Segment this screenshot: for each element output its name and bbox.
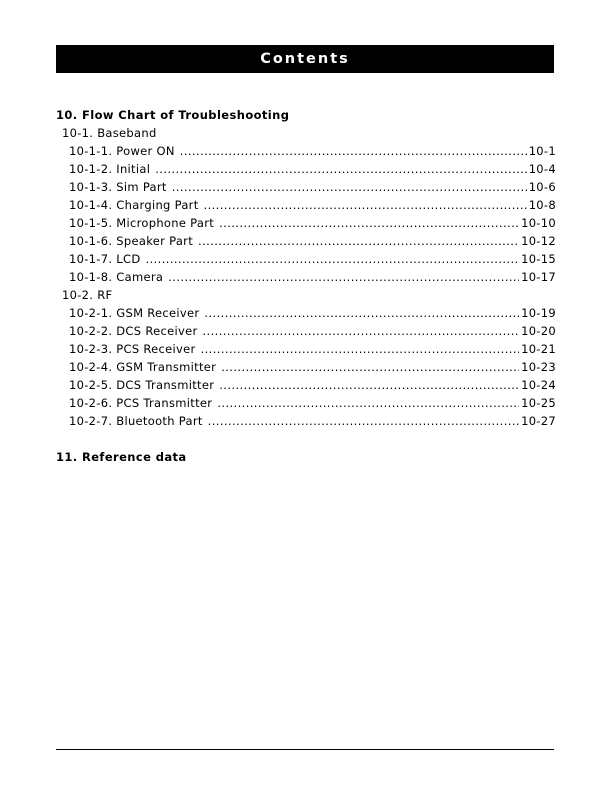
toc-entry-label: 10-1-7. LCD: [69, 252, 141, 266]
toc-entry[interactable]: [56, 160, 556, 178]
toc-section-title[interactable]: 10. Flow Chart of Troubleshooting: [56, 108, 290, 122]
footer-divider: [56, 749, 554, 750]
toc-entry-label: 10-1-6. Speaker Part: [69, 234, 194, 248]
toc-entry[interactable]: [56, 178, 556, 196]
table-of-contents: [56, 106, 556, 466]
dot-leader: [219, 214, 519, 232]
toc-entry-label: 10-2-5. DCS Transmitter: [69, 378, 215, 392]
toc-entry-label: 10-2-7. Bluetooth Part: [69, 414, 203, 428]
dot-leader: [202, 322, 519, 340]
toc-section-title[interactable]: 11. Reference data: [56, 450, 187, 464]
toc-entry-page: 10-27: [521, 414, 556, 428]
contents-header-bar: [56, 45, 554, 73]
toc-entry-page: 10-8: [528, 198, 556, 212]
toc-entry-page: 10-12: [521, 234, 556, 248]
toc-entry[interactable]: [56, 142, 556, 160]
toc-entry-label: 10-2-2. DCS Receiver: [69, 324, 198, 338]
toc-entry[interactable]: [56, 322, 556, 340]
dot-leader: [208, 412, 519, 430]
toc-entry[interactable]: [56, 340, 556, 358]
dot-leader: [172, 178, 527, 196]
toc-entry-label: 10-1-2. Initial: [69, 162, 151, 176]
dot-leader: [145, 250, 519, 268]
dot-leader: [198, 232, 519, 250]
toc-entry[interactable]: [56, 214, 556, 232]
toc-entry-page: 10-23: [521, 360, 556, 374]
toc-entry[interactable]: [56, 250, 556, 268]
toc-entry-page: 10-15: [521, 252, 556, 266]
toc-subsection-rf[interactable]: 10-2. RF: [62, 288, 113, 302]
toc-entry[interactable]: [56, 268, 556, 286]
toc-entry-page: 10-6: [528, 180, 556, 194]
toc-entry[interactable]: [56, 376, 556, 394]
dot-leader: [168, 268, 519, 286]
toc-entry-page: 10-24: [521, 378, 556, 392]
toc-entry-page: 10-10: [521, 216, 556, 230]
toc-entry-label: 10-1-8. Camera: [69, 270, 164, 284]
toc-entry[interactable]: [56, 232, 556, 250]
toc-entry-label: 10-1-1. Power ON: [69, 144, 175, 158]
toc-entry-page: 10-4: [528, 162, 556, 176]
toc-entry-page: 10-1: [528, 144, 556, 158]
toc-subsection-baseband[interactable]: 10-1. Baseband: [62, 126, 157, 140]
toc-entry[interactable]: [56, 304, 556, 322]
toc-entry[interactable]: [56, 394, 556, 412]
toc-entry-label: 10-1-5. Microphone Part: [69, 216, 215, 230]
page-title: Contents: [260, 51, 350, 67]
toc-entry-label: 10-2-4. GSM Transmitter: [69, 360, 217, 374]
toc-entry-label: 10-2-1. GSM Receiver: [69, 306, 200, 320]
dot-leader: [219, 376, 519, 394]
toc-entry-page: 10-19: [521, 306, 556, 320]
toc-entry[interactable]: [56, 358, 556, 376]
dot-leader: [204, 196, 527, 214]
toc-entry[interactable]: [56, 412, 556, 430]
toc-entry-label: 10-1-3. Sim Part: [69, 180, 167, 194]
dot-leader: [221, 358, 519, 376]
toc-entry-page: 10-17: [521, 270, 556, 284]
toc-entry-label: 10-1-4. Charging Part: [69, 198, 199, 212]
toc-entry-label: 10-2-6. PCS Transmitter: [69, 396, 213, 410]
toc-entry[interactable]: [56, 196, 556, 214]
dot-leader: [155, 160, 526, 178]
dot-leader: [217, 394, 519, 412]
toc-entry-page: 10-21: [521, 342, 556, 356]
toc-entry-page: 10-25: [521, 396, 556, 410]
dot-leader: [204, 304, 519, 322]
toc-entry-page: 10-20: [521, 324, 556, 338]
toc-entry-label: 10-2-3. PCS Receiver: [69, 342, 196, 356]
dot-leader: [201, 340, 520, 358]
section-spacer: [56, 430, 556, 448]
dot-leader: [180, 142, 527, 160]
